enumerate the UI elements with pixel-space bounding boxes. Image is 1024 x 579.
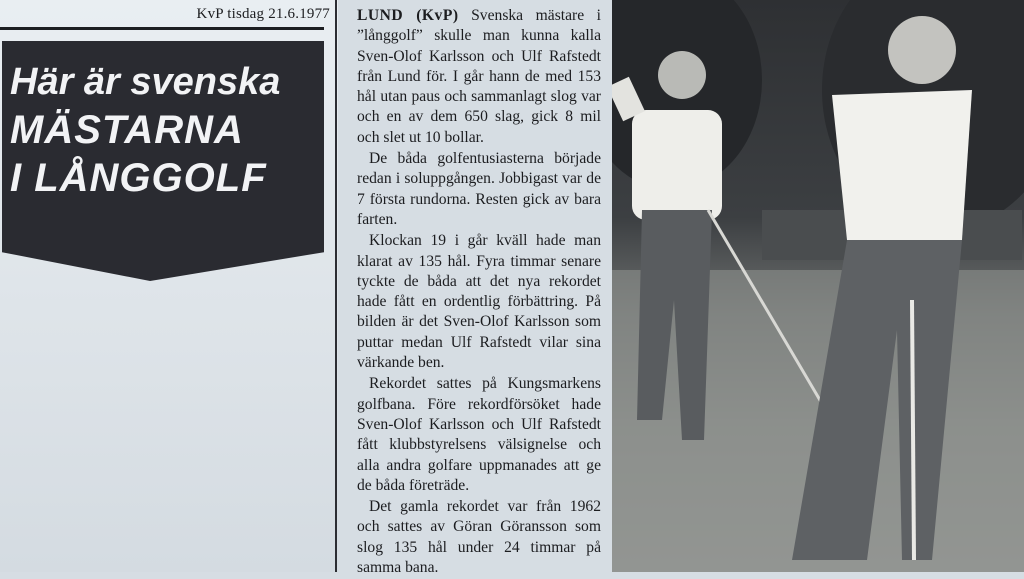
paragraph-5: Det gamla rekordet var från 1962 och sattes av Göran Göransson som slog 135 hål under 24 timmar på samma bana.: [357, 498, 601, 577]
dateline: KvP tisdag 21.6.1977: [196, 6, 330, 22]
headline: [10, 58, 320, 202]
headline-line-3: I LÅNGGOLF: [10, 156, 267, 200]
paragraph-3: Klockan 19 i går kväll hade man klarat av 135 hål. Fyra timmar senare tyckte de båda att det nya rekordet hade fått en ordentlig förbättring. På bilden är det Sven-Olof Karlsson som puttar medan Ulf Rafstedt vilar sina värkande ben.: [357, 232, 601, 372]
header-rule: [0, 27, 324, 30]
article-dropcap: LUND (KvP): [357, 7, 459, 24]
golfers-photo-illustration: [612, 0, 1024, 572]
paragraph-2: De båda golfentusiasterna började redan i soluppgången. Jobbigast var de 7 första rundorna. Resten gick av bara farten.: [357, 150, 601, 228]
paragraph-4: Rekordet sattes på Kungsmarkens golfbana. Före rekordförsöket hade Sven-Olof Karlsson och Ulf Rafstedt fått klubbstyrelsens välsignelse och alla andra golfare uppmanades att ge de båda företräde.: [357, 375, 601, 494]
headline-line-2: MÄSTARNA: [10, 108, 244, 152]
golfers-photo: [612, 0, 1024, 572]
left-column: [0, 0, 338, 572]
paragraph-1-text: Svenska mästare i ”långgolf” skulle man kunna kalla Sven-Olof Karlsson och Ulf Rafstedt från Lund för. I går hann de med 153 hål utan paus och sammanlagt slog var och en av dem 650 slag, gick 8 mil och slet ut 10 bollar.: [357, 7, 602, 146]
paragraph-1: [357, 6, 601, 148]
column-divider: [335, 0, 337, 572]
headline-line-1: Här är svenska: [10, 61, 281, 103]
article-body: [357, 6, 601, 579]
